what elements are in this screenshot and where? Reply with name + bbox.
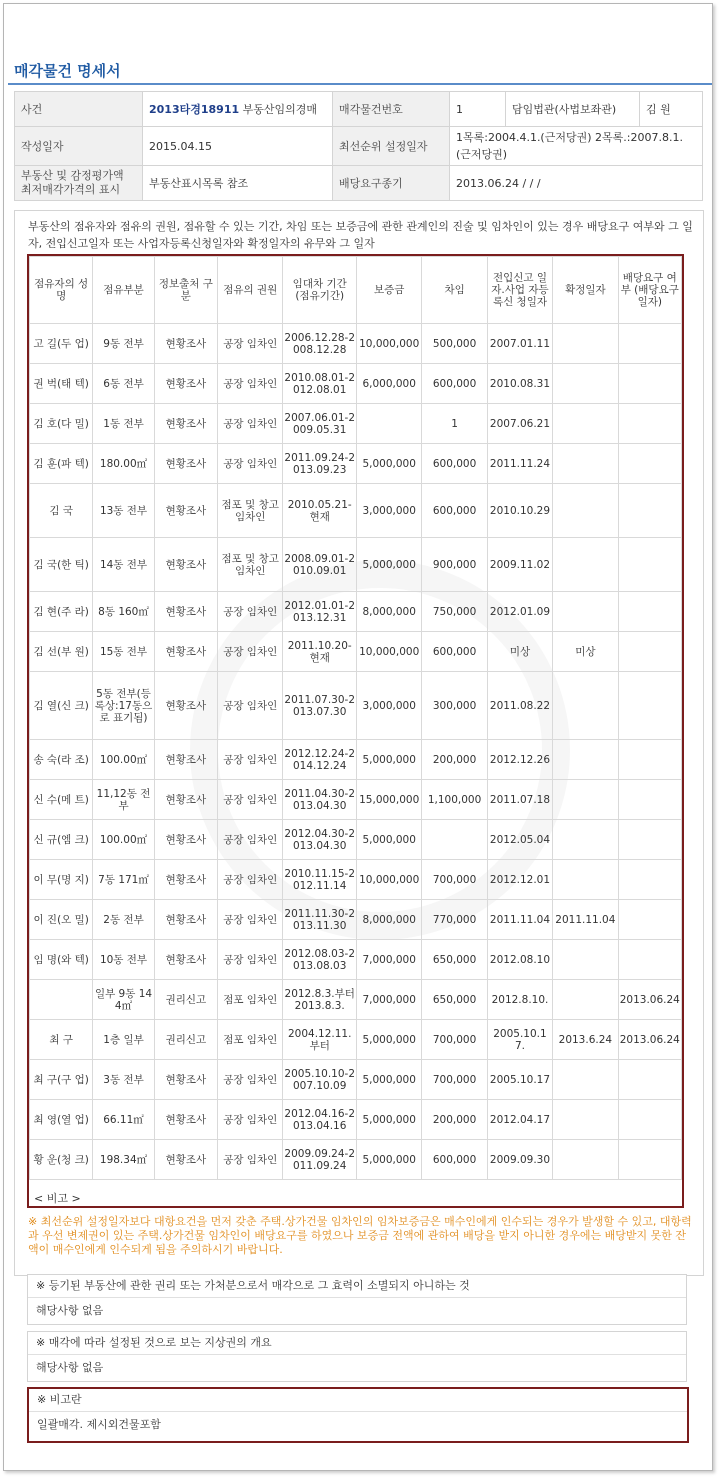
column-header: 전입신고 일자.사업 자등록신 청일자 xyxy=(487,257,552,324)
table-cell xyxy=(618,740,681,780)
table-cell: 점포 및 창고 임차인 xyxy=(218,538,283,592)
table-cell: 2011.04.30-2013.04.30 xyxy=(283,780,357,820)
table-row xyxy=(30,940,682,980)
table-cell: 2010.10.29 xyxy=(487,484,552,538)
table-row xyxy=(30,1100,682,1140)
table-cell: 최 구 xyxy=(30,1020,93,1060)
table-cell: 2009.11.02 xyxy=(487,538,552,592)
table-cell: 최 영(열 업) xyxy=(30,1100,93,1140)
table-cell: 공장 임차인 xyxy=(218,740,283,780)
table-cell: 2009.09.24-2011.09.24 xyxy=(283,1140,357,1180)
table-cell: 김 선(부 원) xyxy=(30,632,93,672)
table-cell: 1층 일부 xyxy=(93,1020,154,1060)
table-cell xyxy=(553,980,618,1020)
column-header: 임대차 기간 (점유기간) xyxy=(283,257,357,324)
table-cell: 공장 임차인 xyxy=(218,860,283,900)
table-cell: 김 훈(파 텍) xyxy=(30,444,93,484)
table-cell: 현황조사 xyxy=(154,940,217,980)
table-cell xyxy=(618,900,681,940)
table-cell: 현황조사 xyxy=(154,538,217,592)
table-cell: 현황조사 xyxy=(154,364,217,404)
table-cell: 공장 임차인 xyxy=(218,820,283,860)
table-cell: 현황조사 xyxy=(154,820,217,860)
table-row xyxy=(30,444,682,484)
priority-label: 최선순위 설정일자 xyxy=(333,127,450,166)
table-cell: 2011.08.22 xyxy=(487,672,552,740)
table-cell xyxy=(618,780,681,820)
table-cell xyxy=(553,860,618,900)
table-cell: 3,000,000 xyxy=(357,672,422,740)
case-row xyxy=(15,92,703,127)
priority-value: 1목록:2004.4.1.(근저당권) 2목록.:2007.8.1.(근저당권) xyxy=(450,127,703,166)
table-cell: 공장 임차인 xyxy=(218,940,283,980)
table-cell: 공장 임차인 xyxy=(218,1060,283,1100)
table-cell: 600,000 xyxy=(422,484,487,538)
column-header: 배당요구 여부 (배당요구 일자) xyxy=(618,257,681,324)
table-cell: 현황조사 xyxy=(154,632,217,672)
table-cell: 현황조사 xyxy=(154,860,217,900)
table-cell: 2012.01.09 xyxy=(487,592,552,632)
table-cell: 13동 전부 xyxy=(93,484,154,538)
table-cell xyxy=(553,324,618,364)
table-cell: 2004.12.11.부터 xyxy=(283,1020,357,1060)
table-cell: 2012.8.10. xyxy=(487,980,552,1020)
table-cell: 김 국 xyxy=(30,484,93,538)
table-cell: 8동 160㎡ xyxy=(93,592,154,632)
table-cell: 5동 전부(등록상:17동으로 표기됨) xyxy=(93,672,154,740)
table-cell: 2007.06.01-2009.05.31 xyxy=(283,404,357,444)
table-cell: 2010.08.01-2012.08.01 xyxy=(283,364,357,404)
table-cell: 송 숙(라 조) xyxy=(30,740,93,780)
table-row xyxy=(30,404,682,444)
table-cell: 100.00㎡ xyxy=(93,820,154,860)
table-cell xyxy=(553,444,618,484)
table-cell: 점포 임차인 xyxy=(218,1020,283,1060)
table-cell: 2005.10.10-2007.10.09 xyxy=(283,1060,357,1100)
table-cell: 180.00㎡ xyxy=(93,444,154,484)
table-cell: 2008.09.01-2010.09.01 xyxy=(283,538,357,592)
table-cell: 5,000,000 xyxy=(357,444,422,484)
table-cell xyxy=(553,364,618,404)
date-row xyxy=(15,127,703,166)
table-row xyxy=(30,538,682,592)
table-cell: 2005.10.17. xyxy=(487,1020,552,1060)
item-no-label: 매각물건번호 xyxy=(333,92,450,127)
table-cell: 현황조사 xyxy=(154,484,217,538)
table-cell: 2010.08.31 xyxy=(487,364,552,404)
table-cell: 700,000 xyxy=(422,1020,487,1060)
table-cell: 2011.11.04 xyxy=(553,900,618,940)
table-cell: 15,000,000 xyxy=(357,780,422,820)
table-cell: 9동 전부 xyxy=(93,324,154,364)
table-cell: 공장 임차인 xyxy=(218,672,283,740)
table-cell: 공장 임차인 xyxy=(218,364,283,404)
table-cell: 8,000,000 xyxy=(357,592,422,632)
remarks-heading: ※ 비고란 xyxy=(29,1389,687,1412)
table-cell xyxy=(553,404,618,444)
table-cell: 최 구(구 업) xyxy=(30,1060,93,1100)
table-cell xyxy=(553,592,618,632)
case-info-table xyxy=(14,91,703,201)
table-cell xyxy=(618,324,681,364)
table-cell: 750,000 xyxy=(422,592,487,632)
table-cell xyxy=(553,484,618,538)
table-cell xyxy=(553,820,618,860)
occupancy-table-frame xyxy=(27,254,684,1208)
occupancy-intro: 부동산의 점유자와 점유의 권원, 점유할 수 있는 기간, 차임 또는 보증금에 관한 관계인의 진술 및 임차인이 있는 경우 배당요구 여부와 그 일자, 전입신고일자 또는 사업자등록신청일자와 확정일자의 유무와 그 일자 xyxy=(28,220,693,250)
table-cell: 공장 임차인 xyxy=(218,404,283,444)
judge-name: 김 원 xyxy=(640,92,703,127)
table-row xyxy=(30,632,682,672)
table-cell: 2012.08.10 xyxy=(487,940,552,980)
table-cell xyxy=(553,1100,618,1140)
table-cell xyxy=(618,940,681,980)
table-cell xyxy=(618,404,681,444)
table-cell: 700,000 xyxy=(422,860,487,900)
table-cell: 공장 임차인 xyxy=(218,1100,283,1140)
table-cell xyxy=(618,672,681,740)
table-cell: 2012.04.16-2013.04.16 xyxy=(283,1100,357,1140)
table-cell: 1동 전부 xyxy=(93,404,154,444)
remarks-label: < 비고 > xyxy=(34,1192,81,1205)
table-row xyxy=(30,484,682,538)
table-cell: 5,000,000 xyxy=(357,820,422,860)
table-cell: 현황조사 xyxy=(154,672,217,740)
superficies-heading: ※ 매각에 따라 설정된 것으로 보는 지상권의 개요 xyxy=(28,1332,686,1355)
table-cell: 김 열(신 크) xyxy=(30,672,93,740)
table-cell xyxy=(618,364,681,404)
table-cell: 현황조사 xyxy=(154,740,217,780)
table-cell xyxy=(618,592,681,632)
table-cell: 공장 임차인 xyxy=(218,444,283,484)
table-cell: 2011.11.24 xyxy=(487,444,552,484)
table-cell xyxy=(357,404,422,444)
table-cell xyxy=(618,1140,681,1180)
table-cell: 2012.08.03-2013.08.03 xyxy=(283,940,357,980)
table-cell: 5,000,000 xyxy=(357,740,422,780)
table-cell: 2013.6.24 xyxy=(553,1020,618,1060)
table-cell: 900,000 xyxy=(422,538,487,592)
table-cell: 600,000 xyxy=(422,1140,487,1180)
table-cell: 8,000,000 xyxy=(357,900,422,940)
table-row xyxy=(30,740,682,780)
table-cell: 권리신고 xyxy=(154,980,217,1020)
table-cell: 6동 전부 xyxy=(93,364,154,404)
table-cell: 2011.07.18 xyxy=(487,780,552,820)
table-cell: 현황조사 xyxy=(154,592,217,632)
table-cell: 100.00㎡ xyxy=(93,740,154,780)
table-cell: 공장 임차인 xyxy=(218,780,283,820)
table-row xyxy=(30,592,682,632)
table-row xyxy=(30,1060,682,1100)
table-cell: 권리신고 xyxy=(154,1020,217,1060)
table-row xyxy=(30,672,682,740)
table-cell: 200,000 xyxy=(422,740,487,780)
table-cell xyxy=(553,538,618,592)
occupancy-header-row xyxy=(30,257,682,324)
table-cell: 김 국(한 틱) xyxy=(30,538,93,592)
table-cell: 김 현(주 라) xyxy=(30,592,93,632)
table-row xyxy=(30,980,682,1020)
table-cell: 5,000,000 xyxy=(357,538,422,592)
table-row xyxy=(30,820,682,860)
table-cell xyxy=(30,980,93,1020)
item-no: 1 xyxy=(450,92,506,127)
table-cell xyxy=(618,860,681,900)
table-cell: 600,000 xyxy=(422,444,487,484)
table-cell xyxy=(553,672,618,740)
table-cell: 5,000,000 xyxy=(357,1140,422,1180)
table-cell: 2012.01.01-2013.12.31 xyxy=(283,592,357,632)
remarks-body: 일괄매각. 제시외건물포함 xyxy=(37,1418,161,1431)
table-cell: 600,000 xyxy=(422,364,487,404)
column-header: 차임 xyxy=(422,257,487,324)
table-cell: 현황조사 xyxy=(154,444,217,484)
table-cell: 공장 임차인 xyxy=(218,1140,283,1180)
date-value: 2015.04.15 xyxy=(143,127,333,166)
case-number: 2013타경18911 xyxy=(149,103,240,116)
table-cell: 2007.01.11 xyxy=(487,324,552,364)
table-cell: 600,000 xyxy=(422,632,487,672)
property-row xyxy=(15,166,703,201)
superficies-body: 해당사항 없음 xyxy=(36,1361,104,1374)
table-cell: 6,000,000 xyxy=(357,364,422,404)
column-header: 점유자의 성명 xyxy=(30,257,93,324)
table-cell: 현황조사 xyxy=(154,324,217,364)
table-cell: 5,000,000 xyxy=(357,1060,422,1100)
table-cell xyxy=(422,820,487,860)
warning-notice: ※ 최선순위 설정일자보다 대항요건을 먼저 갖춘 주택.상가건물 임차인의 임차보증금은 매수인에게 인수되는 경우가 발생할 수 있고, 대항력과 우선 변제권이 있는 주택.상가건물 임차인이 배당요구를 하였으나 보증금 전액에 관하여 배당을 받지 아니한 경우에는 배당받지 못한 잔액이 매수인에게 인수되게 됨을 주의하시기 바랍니다. xyxy=(28,1215,692,1256)
table-cell: 198.34㎡ xyxy=(93,1140,154,1180)
table-cell: 2011.11.04 xyxy=(487,900,552,940)
table-cell: 이 진(오 밀) xyxy=(30,900,93,940)
extinguish-rights-section xyxy=(27,1274,687,1325)
table-cell: 2011.07.30-2013.07.30 xyxy=(283,672,357,740)
table-cell: 7동 171㎡ xyxy=(93,860,154,900)
table-cell: 공장 임차인 xyxy=(218,632,283,672)
table-cell xyxy=(618,538,681,592)
table-row xyxy=(30,1140,682,1180)
table-cell xyxy=(618,484,681,538)
date-label: 작성일자 xyxy=(15,127,143,166)
case-number-cell xyxy=(143,92,333,127)
table-row xyxy=(30,860,682,900)
table-cell: 10동 전부 xyxy=(93,940,154,980)
table-cell: 2012.8.3.부터 2013.8.3. xyxy=(283,980,357,1020)
column-header: 보증금 xyxy=(357,257,422,324)
table-cell: 현황조사 xyxy=(154,780,217,820)
table-row xyxy=(30,1020,682,1060)
table-cell: 일부 9동 144㎡ xyxy=(93,980,154,1020)
table-cell: 650,000 xyxy=(422,980,487,1020)
table-row xyxy=(30,324,682,364)
table-cell: 2013.06.24 xyxy=(618,980,681,1020)
table-cell: 점포 및 창고 임차인 xyxy=(218,484,283,538)
table-cell: 현황조사 xyxy=(154,1140,217,1180)
deadline-label: 배당요구종기 xyxy=(333,166,450,201)
table-cell: 700,000 xyxy=(422,1060,487,1100)
table-cell: 2007.06.21 xyxy=(487,404,552,444)
title-divider xyxy=(8,83,712,85)
table-cell: 황 운(청 크) xyxy=(30,1140,93,1180)
page-title: 매각물건 명세서 xyxy=(14,62,121,80)
column-header: 정보출처 구분 xyxy=(154,257,217,324)
table-cell: 신 규(엠 크) xyxy=(30,820,93,860)
table-cell: 2012.12.01 xyxy=(487,860,552,900)
table-cell: 7,000,000 xyxy=(357,940,422,980)
table-cell: 650,000 xyxy=(422,940,487,980)
table-cell: 7,000,000 xyxy=(357,980,422,1020)
table-cell: 미상 xyxy=(553,632,618,672)
table-cell: 미상 xyxy=(487,632,552,672)
column-header: 점유부분 xyxy=(93,257,154,324)
table-cell: 14동 전부 xyxy=(93,538,154,592)
table-cell: 권 벅(태 텍) xyxy=(30,364,93,404)
table-cell xyxy=(553,780,618,820)
table-cell: 300,000 xyxy=(422,672,487,740)
table-cell: 김 호(다 밀) xyxy=(30,404,93,444)
table-cell: 현황조사 xyxy=(154,404,217,444)
table-cell: 2011.10.20-현재 xyxy=(283,632,357,672)
table-cell: 2011.09.24-2013.09.23 xyxy=(283,444,357,484)
table-cell: 공장 임차인 xyxy=(218,324,283,364)
table-row xyxy=(30,364,682,404)
deadline-value: 2013.06.24 / / / xyxy=(450,166,703,201)
remarks-section xyxy=(27,1387,689,1443)
table-cell: 고 길(두 업) xyxy=(30,324,93,364)
table-cell: 10,000,000 xyxy=(357,632,422,672)
table-cell: 10,000,000 xyxy=(357,860,422,900)
property-label: 부동산 및 감정평가액 최저매각가격의 표시 xyxy=(15,166,143,201)
table-cell: 10,000,000 xyxy=(357,324,422,364)
table-cell: 3,000,000 xyxy=(357,484,422,538)
table-cell: 점포 임차인 xyxy=(218,980,283,1020)
extinguish-rights-body: 해당사항 없음 xyxy=(36,1304,104,1317)
column-header: 점유의 권원 xyxy=(218,257,283,324)
table-cell: 신 수(메 트) xyxy=(30,780,93,820)
table-cell: 5,000,000 xyxy=(357,1020,422,1060)
table-cell: 1,100,000 xyxy=(422,780,487,820)
property-ref: 부동산표시목록 참조 xyxy=(143,166,333,201)
table-cell xyxy=(553,740,618,780)
table-cell: 현황조사 xyxy=(154,1060,217,1100)
table-cell xyxy=(618,632,681,672)
table-cell xyxy=(553,1060,618,1100)
table-cell xyxy=(618,820,681,860)
table-cell: 3동 전부 xyxy=(93,1060,154,1100)
table-cell xyxy=(553,1140,618,1180)
table-cell xyxy=(618,1060,681,1100)
table-cell: 현황조사 xyxy=(154,900,217,940)
table-cell: 2012.04.17 xyxy=(487,1100,552,1140)
case-label: 사건 xyxy=(15,92,143,127)
table-cell: 66.11㎡ xyxy=(93,1100,154,1140)
table-cell: 공장 임차인 xyxy=(218,900,283,940)
table-cell xyxy=(618,444,681,484)
table-cell: 770,000 xyxy=(422,900,487,940)
table-cell xyxy=(618,1100,681,1140)
case-type: 부동산임의경매 xyxy=(242,103,318,116)
table-cell: 2012.12.26 xyxy=(487,740,552,780)
table-cell: 2006.12.28-2008.12.28 xyxy=(283,324,357,364)
table-row xyxy=(30,900,682,940)
table-cell: 2005.10.17 xyxy=(487,1060,552,1100)
table-cell: 500,000 xyxy=(422,324,487,364)
table-cell: 현황조사 xyxy=(154,1100,217,1140)
table-cell: 1 xyxy=(422,404,487,444)
judge-label: 담임법관(사법보좌관) xyxy=(506,92,640,127)
table-cell: 임 명(와 텍) xyxy=(30,940,93,980)
table-cell: 2011.11.30-2013.11.30 xyxy=(283,900,357,940)
table-cell: 2012.12.24-2014.12.24 xyxy=(283,740,357,780)
occupancy-table xyxy=(29,256,682,1180)
table-cell: 2009.09.30 xyxy=(487,1140,552,1180)
extinguish-rights-heading: ※ 등기된 부동산에 관한 권리 또는 가처분으로서 매각으로 그 효력이 소멸되지 아니하는 것 xyxy=(28,1275,686,1298)
table-cell: 2012.04.30-2013.04.30 xyxy=(283,820,357,860)
table-row xyxy=(30,780,682,820)
table-cell: 2010.11.15-2012.11.14 xyxy=(283,860,357,900)
table-cell: 2012.05.04 xyxy=(487,820,552,860)
table-cell: 공장 임차인 xyxy=(218,592,283,632)
table-cell: 11,12동 전부 xyxy=(93,780,154,820)
column-header: 확정일자 xyxy=(553,257,618,324)
table-cell: 200,000 xyxy=(422,1100,487,1140)
table-cell: 이 무(명 지) xyxy=(30,860,93,900)
table-cell: 2010.05.21-현재 xyxy=(283,484,357,538)
table-cell: 2013.06.24 xyxy=(618,1020,681,1060)
superficies-section xyxy=(27,1331,687,1382)
table-cell: 2동 전부 xyxy=(93,900,154,940)
table-cell: 5,000,000 xyxy=(357,1100,422,1140)
table-cell: 15동 전부 xyxy=(93,632,154,672)
table-cell xyxy=(553,940,618,980)
